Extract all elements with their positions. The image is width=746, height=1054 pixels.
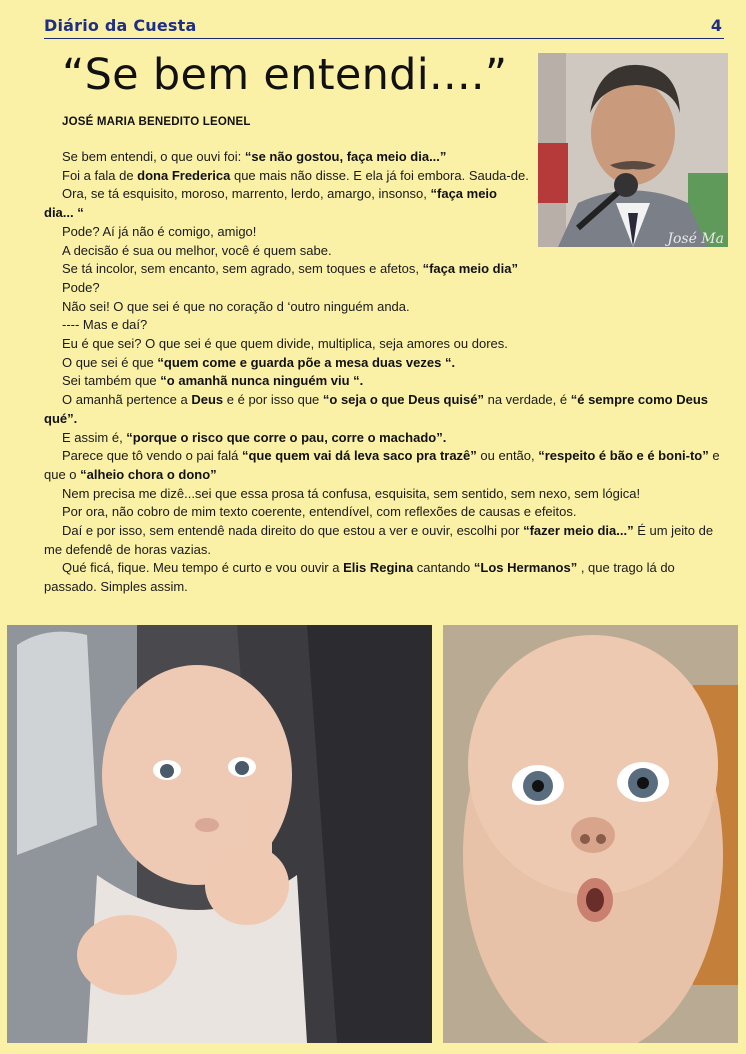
text-run: Parece que tô vendo o pai falá bbox=[62, 448, 242, 464]
bold-text: “faça meio dia... “ bbox=[44, 186, 497, 221]
text-run: Qué ficá, fique. Meu tempo é curto e vou ouvir a bbox=[62, 560, 344, 576]
text-run: ---- Mas e daí? bbox=[62, 317, 148, 333]
text-run: É um jeito de me defendê de horas vazias. bbox=[44, 523, 714, 557]
text-run: Foi a fala de bbox=[62, 167, 138, 183]
bold-text: “que quem vai dá leva saco pra trazê” bbox=[241, 448, 477, 464]
article-paragraph bbox=[44, 429, 730, 448]
article-paragraph bbox=[44, 522, 730, 559]
text-run: Sei também que bbox=[62, 373, 161, 389]
text-run: Daí e por isso, sem entendê nada direito do que estou a ver e ouvir, escolhi por bbox=[62, 523, 524, 539]
bold-text: “é sempre como Deus qué”. bbox=[44, 392, 709, 426]
bold-text: “porque o risco que corre o pau, corre o machado”. bbox=[126, 429, 447, 445]
text-run: Pode? bbox=[62, 279, 100, 295]
bold-text: “respeito é bão e é boni-to” bbox=[538, 448, 709, 464]
article-paragraph bbox=[44, 167, 530, 186]
bold-text: “o seja o que Deus quisé” bbox=[322, 392, 484, 408]
text-run: Não sei! O que sei é que no coração d ‘outro ninguém anda. bbox=[62, 298, 410, 314]
article-paragraph bbox=[44, 316, 730, 335]
page-header bbox=[44, 16, 724, 39]
text-run: Se bem entendi, o que ouvi foi: bbox=[62, 149, 245, 164]
text-run: ou então, bbox=[476, 448, 539, 464]
article-paragraph bbox=[44, 559, 730, 596]
article-author: JOSÉ MARIA BENEDITO LEONEL bbox=[62, 116, 251, 128]
page-number: 4 bbox=[710, 16, 722, 35]
bold-text: Deus bbox=[191, 392, 224, 408]
text-run: O amanhã pertence a bbox=[62, 392, 192, 408]
text-run: Nem precisa me dizê...sei que essa prosa tá confusa, esquisita, sem sentido, sem nexo, sem lógica! bbox=[62, 485, 641, 501]
bold-text: “alheio chora o dono” bbox=[80, 466, 217, 482]
bold-text: “o amanhã nunca ninguém viu “. bbox=[160, 373, 364, 389]
text-run: Por ora, não cobro de mim texto coerente, entendível, com reflexões de causas e efeitos. bbox=[62, 504, 577, 520]
text-run: A decisão é sua ou melhor, você é quem sabe. bbox=[62, 242, 332, 258]
article-paragraph bbox=[44, 335, 730, 354]
text-run: e que o bbox=[44, 448, 720, 482]
article-paragraph bbox=[44, 391, 730, 428]
bold-text: “quem come e guarda põe a mesa duas vezes “. bbox=[157, 354, 456, 370]
bold-text: Elis Regina bbox=[343, 560, 414, 576]
text-run: Eu é que sei? O que sei é que quem divide, multiplica, seja amores ou dores. bbox=[62, 336, 508, 352]
text-run: Ora, se tá esquisito, moroso, marrento, lerdo, amargo, insonso, bbox=[62, 186, 431, 202]
article-body bbox=[44, 148, 730, 597]
bold-text: “fazer meio dia...” bbox=[523, 523, 634, 539]
text-run: e é por isso que bbox=[223, 392, 323, 408]
article-paragraph bbox=[44, 260, 730, 279]
text-run: O que sei é que bbox=[62, 354, 158, 370]
text-run: Se tá incolor, sem encanto, sem agrado, sem toques e afetos, bbox=[62, 261, 423, 277]
text-run: Pode? Aí já não é comigo, amigo! bbox=[62, 223, 257, 239]
article-title: “Se bem entendi....” bbox=[62, 50, 508, 100]
article-paragraph bbox=[44, 242, 730, 261]
article-paragraph bbox=[44, 279, 730, 298]
article-paragraph bbox=[44, 485, 730, 504]
text-run: E assim é, bbox=[62, 429, 127, 445]
masthead: Diário da Cuesta bbox=[44, 16, 197, 35]
bold-text: “faça meio dia” bbox=[422, 261, 518, 277]
article-paragraph bbox=[44, 447, 730, 484]
text-run: cantando bbox=[413, 560, 474, 576]
article-paragraph bbox=[44, 223, 730, 242]
article-paragraph bbox=[44, 372, 730, 391]
article-paragraph bbox=[44, 185, 530, 222]
article-paragraph bbox=[44, 354, 730, 373]
bold-text: “Los Hermanos” bbox=[473, 560, 578, 576]
text-run: que mais não disse. E ela já foi embora. Sauda-de. bbox=[230, 167, 529, 183]
bold-text: “se não gostou, faça meio dia...” bbox=[244, 149, 447, 164]
photo-signature: José Ma bbox=[667, 231, 724, 247]
baby-photo-left bbox=[7, 625, 432, 1043]
text-run: na verdade, é bbox=[484, 392, 571, 408]
baby-photo-right bbox=[443, 625, 738, 1043]
text-run: , que trago lá do passado. Simples assim. bbox=[44, 560, 675, 595]
article-paragraph bbox=[44, 298, 730, 317]
article-paragraph bbox=[44, 503, 730, 522]
bold-text: dona Frederica bbox=[137, 167, 231, 183]
article-paragraph bbox=[44, 148, 530, 167]
